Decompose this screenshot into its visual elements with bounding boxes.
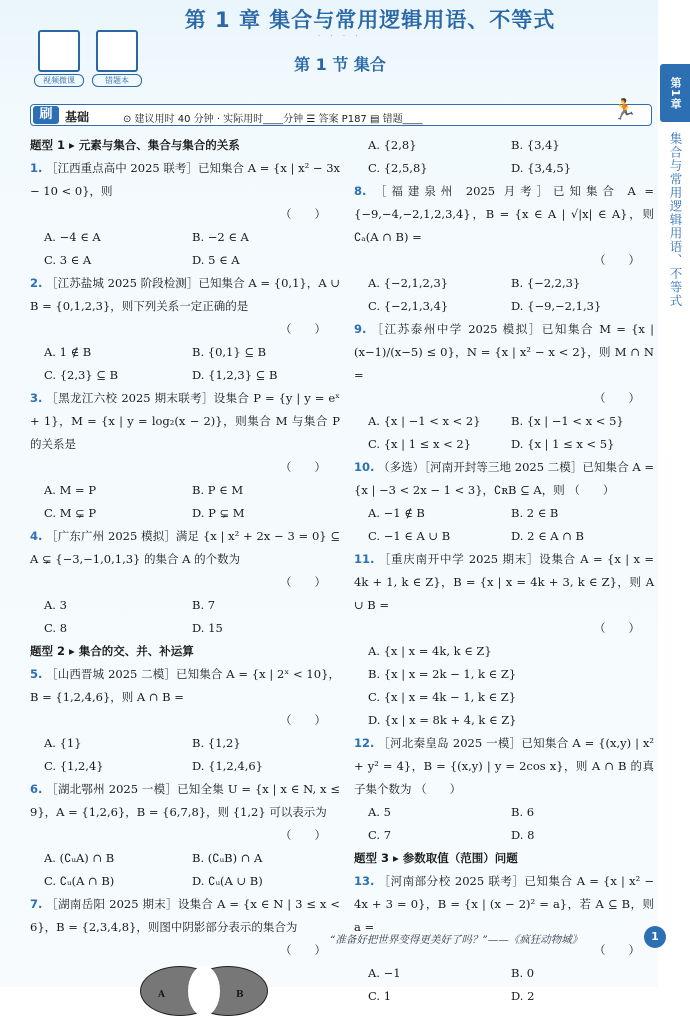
venn-label-a: A	[158, 990, 165, 1000]
question-number: 1.	[30, 161, 43, 175]
practice-bar	[30, 97, 652, 126]
option[interactable]: D. {1,2,3} ⊆ B	[192, 368, 278, 382]
option[interactable]: B. 7	[192, 598, 216, 612]
question-stem: ［江苏盐城 2025 阶段检测］已知集合 A = {0,1}，A ∪ B = {0,1,2,3}，则下列关系一定正确的是	[30, 276, 340, 313]
chapter-tab-title: 集合与常用逻辑用语、不等式	[668, 132, 683, 308]
option[interactable]: D. P ⊊ M	[192, 506, 245, 520]
qr-errata[interactable]	[92, 30, 142, 84]
answer-bracket: （ ）	[594, 253, 640, 267]
answer-bracket: （ ）	[415, 782, 462, 796]
option[interactable]: B. −2 ∈ A	[192, 230, 249, 244]
option[interactable]: B. {−2,2,3}	[511, 276, 581, 290]
option[interactable]: D. 2 ∈ A ∩ B	[511, 529, 584, 543]
option[interactable]: C. 8	[44, 621, 68, 635]
section-title: 第 1 节 集合	[294, 55, 386, 74]
question-2	[30, 272, 340, 387]
question-number: 2.	[30, 276, 43, 290]
option[interactable]: B. {x | x = 2k − 1, k ∈ Z}	[368, 667, 517, 681]
question-stem: ［江西重点高中 2025 联考］已知集合 A = {x | x² − 3x − 10 < 0}，则	[30, 161, 340, 198]
option[interactable]: A. {x | x = 4k, k ∈ Z}	[368, 644, 492, 658]
question-number: 9.	[354, 322, 367, 336]
question-number: 10.	[354, 460, 375, 474]
question-11	[354, 548, 654, 732]
chapter-title: 第 1 章 集合与常用逻辑用语、不等式	[184, 8, 556, 32]
question-number: 5.	[30, 667, 43, 681]
question-stem: ［湖北鄂州 2025 一模］已知全集 U = {x | x ∈ N, x ≤ 9}，A = {1,2,6}，B = {6,7,8}，则 {1,2} 可以表示为	[30, 782, 340, 819]
option[interactable]: B. {1,2}	[192, 736, 241, 750]
option[interactable]: A. M = P	[44, 483, 97, 497]
question-9	[354, 318, 654, 456]
question-5	[30, 663, 340, 778]
question-number: 7.	[30, 897, 43, 911]
option[interactable]: B. {3,4}	[511, 138, 560, 152]
option[interactable]: B. 0	[511, 966, 535, 980]
question-1	[30, 157, 340, 272]
option[interactable]: D. 2	[511, 989, 535, 1003]
question-number: 6.	[30, 782, 43, 796]
option[interactable]: A. {1}	[44, 736, 82, 750]
option[interactable]: C. −1 ∈ A ∪ B	[368, 529, 451, 543]
topic-heading: 题型 2 ▸ 集合的交、并、补运算	[30, 644, 194, 658]
qr-errata-caption: 错题本	[92, 74, 142, 87]
option[interactable]: A. {x | −1 < x < 2}	[368, 414, 481, 428]
venn-intersection	[188, 966, 220, 1016]
question-stem: ［山西晋城 2025 二模］已知集合 A = {x | 2ˣ < 10}，B = {1,2,4,6}，则 A ∩ B =	[30, 667, 341, 704]
practice-info: ⊙ 建议用时 40 分钟 · 实际用时____分钟 ☰ 答案 P187 ▤ 错题____	[123, 114, 423, 125]
question-number: 4.	[30, 529, 43, 543]
question-stem: ［广东广州 2025 模拟］满足 {x | x² + 2x − 3 = 0} ⊆ A ⊊ {−3,−1,0,1,3} 的集合 A 的个数为	[30, 529, 341, 566]
practice-kind: 基础	[65, 110, 90, 124]
question-stem: ［重庆南开中学 2025 期末］设集合 A = {x | x = 4k + 1, k ∈ Z}，B = {x | x = 4k + 3, k ∈ Z}，则 A ∪ B =	[354, 552, 655, 612]
question-8	[354, 180, 654, 318]
option[interactable]: C. {−2,1,3,4}	[368, 299, 449, 313]
option[interactable]: D. 15	[192, 621, 223, 635]
option[interactable]: C. {x | x = 4k − 1, k ∈ Z}	[368, 690, 517, 704]
topic-heading: 题型 1 ▸ 元素与集合、集合与集合的关系	[30, 138, 240, 152]
answer-bracket: （ ）	[280, 943, 326, 957]
answer-bracket: （ ）	[594, 943, 640, 957]
right-column	[354, 134, 654, 1008]
answer-bracket: （ ）	[280, 460, 326, 474]
option[interactable]: D. {−9,−2,1,3}	[511, 299, 602, 313]
question-7	[30, 893, 340, 1022]
option[interactable]: C. M ⊊ P	[44, 506, 97, 520]
option[interactable]: A. 1 ∉ B	[44, 345, 92, 359]
question-number: 8.	[354, 184, 367, 198]
question-10	[354, 456, 654, 548]
option[interactable]: C. 7	[368, 828, 392, 842]
venn-label-b: B	[236, 990, 244, 1000]
question-stem: （多选）［河南开封等三地 2025 二模］已知集合 A = {x | −3 < 2x − 1 < 3}，∁ʀB ⊆ A，则	[354, 460, 655, 497]
option[interactable]: C. ∁ᵤ(A ∩ B)	[44, 874, 115, 888]
option[interactable]: A. {2,8}	[368, 138, 417, 152]
question-number: 3.	[30, 391, 43, 405]
qr-video-caption: 视频微课	[34, 74, 84, 87]
runner-icon: 🏃	[612, 97, 637, 121]
footer-quote: “准备好把世界变得更美好了吗？”——《疯狂动物城》	[330, 934, 583, 946]
qr-code-icon	[96, 30, 138, 72]
option[interactable]: D. {x | x = 8k + 4, k ∈ Z}	[368, 713, 517, 727]
option[interactable]: A. −1	[368, 966, 401, 980]
option[interactable]: D. {1,2,4,6}	[192, 759, 263, 773]
option[interactable]: D. 8	[511, 828, 535, 842]
question-12	[354, 732, 654, 847]
answer-bracket: （ ）	[280, 207, 326, 221]
question-stem: ［黑龙江六校 2025 期末联考］设集合 P = {y | y = eˣ + 1}，M = {x | y = log₂(x − 2)}，则集合 M 与集合 P 的关系是	[30, 391, 341, 451]
brush-badge: 刷	[33, 106, 59, 124]
question-stem: ［河北秦皇岛 2025 一模］已知集合 A = {(x,y) | x² + y² = 4}，B = {(x,y) | y = 2cos x}，则 A ∩ B 的真子集个数为	[354, 736, 654, 796]
answer-bracket: （ ）	[568, 483, 615, 497]
answer-bracket: （ ）	[280, 828, 326, 842]
option[interactable]: A. 3	[44, 598, 67, 612]
answer-bracket: （ ）	[280, 322, 326, 336]
decorative-dots: · · · ·	[318, 32, 362, 40]
option[interactable]: C. {1,2,4}	[44, 759, 104, 773]
question-3	[30, 387, 340, 525]
option[interactable]: D. {x | 1 ≤ x < 5}	[511, 437, 615, 451]
option[interactable]: B. 2 ∈ B	[511, 506, 559, 520]
question-stem: ［江苏泰州中学 2025 模拟］已知集合 M = {x | (x−1)/(x−5) ≤ 0}，N = {x | x² − x < 2}，则 M ∩ N =	[354, 322, 654, 382]
question-number: 12.	[354, 736, 375, 750]
option[interactable]: B. (∁ᵤB) ∩ A	[192, 851, 263, 865]
answer-bracket: （ ）	[280, 713, 326, 727]
question-4	[30, 525, 340, 640]
option[interactable]: D. {3,4,5}	[511, 161, 572, 175]
option[interactable]: C. {2,5,8}	[368, 161, 428, 175]
answer-bracket: （ ）	[280, 575, 326, 589]
question-number: 11.	[354, 552, 375, 566]
venn-diagram	[140, 962, 340, 1022]
page-number: 1	[644, 926, 666, 948]
question-6	[30, 778, 340, 893]
option[interactable]: B. {x | −1 < x < 5}	[511, 414, 624, 428]
qr-code-icon	[38, 30, 80, 72]
topic-heading: 题型 3 ▸ 参数取值（范围）问题	[354, 851, 518, 865]
option[interactable]: C. 3 ∈ A	[44, 253, 92, 267]
option[interactable]: A. −1 ∉ B	[368, 506, 425, 520]
option[interactable]: D. 5 ∈ A	[192, 253, 240, 267]
option[interactable]: A. (∁ᵤA) ∩ B	[44, 851, 115, 865]
qr-video[interactable]	[34, 30, 84, 84]
option[interactable]: B. P ∈ M	[192, 483, 244, 497]
option[interactable]: A. {−2,1,2,3}	[368, 276, 449, 290]
answer-bracket: （ ）	[594, 391, 640, 405]
option[interactable]: B. {0,1} ⊆ B	[192, 345, 267, 359]
option[interactable]: B. 6	[511, 805, 535, 819]
option[interactable]: A. 5	[368, 805, 391, 819]
question-stem: ［福建泉州 2025 月考］已知集合 A = {−9,−4,−2,1,2,3,4}，B = {x ∈ A | √|x| ∈ A}，则 ∁ₐ(A ∩ B) =	[354, 184, 655, 244]
question-stem: ［湖南岳阳 2025 期末］设集合 A = {x ∈ N | 3 ≤ x < 6}，B = {2,3,4,8}，则图中阴影部分表示的集合为	[30, 897, 340, 934]
option[interactable]: C. 1	[368, 989, 392, 1003]
chapter-side-tab	[658, 0, 690, 987]
option[interactable]: D. ∁ᵤ(A ∪ B)	[192, 874, 263, 888]
question-number: 13.	[354, 874, 375, 888]
question-stem: ［河南部分校 2025 联考］已知集合 A = {x | x² − 4x + 3 = 0}，B = {x | (x − 2)² = a}，若 A ⊆ B，则 a =	[354, 874, 655, 934]
chapter-tab-label[interactable]: 第1章	[660, 64, 690, 122]
option[interactable]: C. {2,3} ⊆ B	[44, 368, 119, 382]
option[interactable]: C. {x | 1 ≤ x < 2}	[368, 437, 472, 451]
left-column	[30, 134, 340, 1022]
question-7-options	[354, 134, 654, 180]
option[interactable]: A. −4 ∈ A	[44, 230, 101, 244]
answer-bracket: （ ）	[594, 621, 640, 635]
